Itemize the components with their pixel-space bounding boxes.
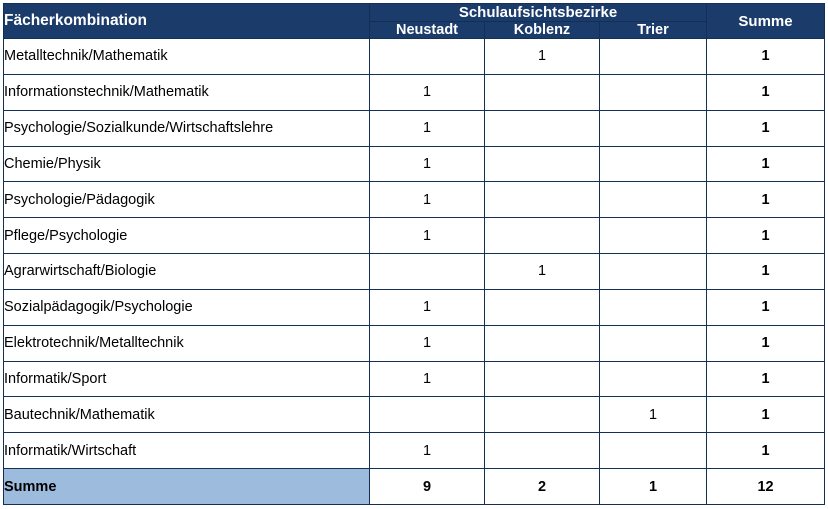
cell-trier [600,182,707,218]
column-header-summe: Summe [707,4,825,39]
cell-summe: 1 [707,146,825,182]
row-label: Informationstechnik/Mathematik [4,74,370,110]
column-header-neustadt: Neustadt [370,22,485,39]
faecherkombination-table [3,3,825,505]
header-row-group [4,4,825,22]
cell-koblenz [485,325,600,361]
cell-trier [600,218,707,254]
row-label: Psychologie/Sozialkunde/Wirtschaftslehre [4,110,370,146]
row-label: Psychologie/Pädagogik [4,182,370,218]
column-header-faecherkombination: Fächerkombination [4,4,370,39]
row-label: Chemie/Physik [4,146,370,182]
cell-trier [600,146,707,182]
cell-summe: 1 [707,254,825,290]
table-row [4,110,825,146]
cell-trier [600,254,707,290]
footer-cell-koblenz: 2 [485,469,600,505]
cell-summe: 1 [707,110,825,146]
table-row [4,39,825,75]
table-header [4,4,825,39]
row-label: Informatik/Wirtschaft [4,433,370,469]
cell-trier: 1 [600,397,707,433]
cell-koblenz [485,397,600,433]
cell-koblenz [485,218,600,254]
cell-summe: 1 [707,39,825,75]
cell-summe: 1 [707,218,825,254]
footer-cell-summe: 12 [707,469,825,505]
cell-neustadt: 1 [370,146,485,182]
column-group-header-schulaufsichtsbezirke: Schulaufsichtsbezirke [370,4,707,22]
table-row [4,397,825,433]
cell-koblenz [485,182,600,218]
cell-summe: 1 [707,433,825,469]
cell-summe: 1 [707,361,825,397]
footer-cell-neustadt: 9 [370,469,485,505]
row-label: Informatik/Sport [4,361,370,397]
table-row [4,289,825,325]
cell-trier [600,39,707,75]
cell-neustadt [370,397,485,433]
cell-koblenz [485,361,600,397]
footer-cell-trier: 1 [600,469,707,505]
cell-neustadt: 1 [370,182,485,218]
cell-koblenz [485,74,600,110]
column-header-trier: Trier [600,22,707,39]
cell-trier [600,110,707,146]
row-label: Bautechnik/Mathematik [4,397,370,433]
cell-summe: 1 [707,325,825,361]
cell-trier [600,361,707,397]
column-header-koblenz: Koblenz [485,22,600,39]
cell-neustadt [370,39,485,75]
cell-koblenz: 1 [485,254,600,290]
table-row [4,433,825,469]
cell-trier [600,74,707,110]
row-label: Sozialpädagogik/Psychologie [4,289,370,325]
footer-label: Summe [4,469,370,505]
cell-neustadt [370,254,485,290]
cell-trier [600,433,707,469]
cell-neustadt: 1 [370,289,485,325]
table-row [4,218,825,254]
cell-trier [600,289,707,325]
cell-koblenz [485,110,600,146]
cell-trier [600,325,707,361]
cell-koblenz [485,289,600,325]
table-row [4,182,825,218]
cell-summe: 1 [707,74,825,110]
cell-neustadt: 1 [370,218,485,254]
row-label: Pflege/Psychologie [4,218,370,254]
cell-summe: 1 [707,182,825,218]
cell-neustadt: 1 [370,74,485,110]
cell-neustadt: 1 [370,325,485,361]
cell-neustadt: 1 [370,110,485,146]
table-row [4,146,825,182]
row-label: Metalltechnik/Mathematik [4,39,370,75]
table-body [4,39,825,505]
table-row [4,254,825,290]
cell-koblenz [485,433,600,469]
row-label: Elektrotechnik/Metalltechnik [4,325,370,361]
cell-koblenz [485,146,600,182]
table-row [4,74,825,110]
table-footer-row [4,469,825,505]
table-row [4,361,825,397]
cell-koblenz: 1 [485,39,600,75]
cell-neustadt: 1 [370,361,485,397]
table-row [4,325,825,361]
cell-summe: 1 [707,397,825,433]
cell-summe: 1 [707,289,825,325]
cell-neustadt: 1 [370,433,485,469]
row-label: Agrarwirtschaft/Biologie [4,254,370,290]
